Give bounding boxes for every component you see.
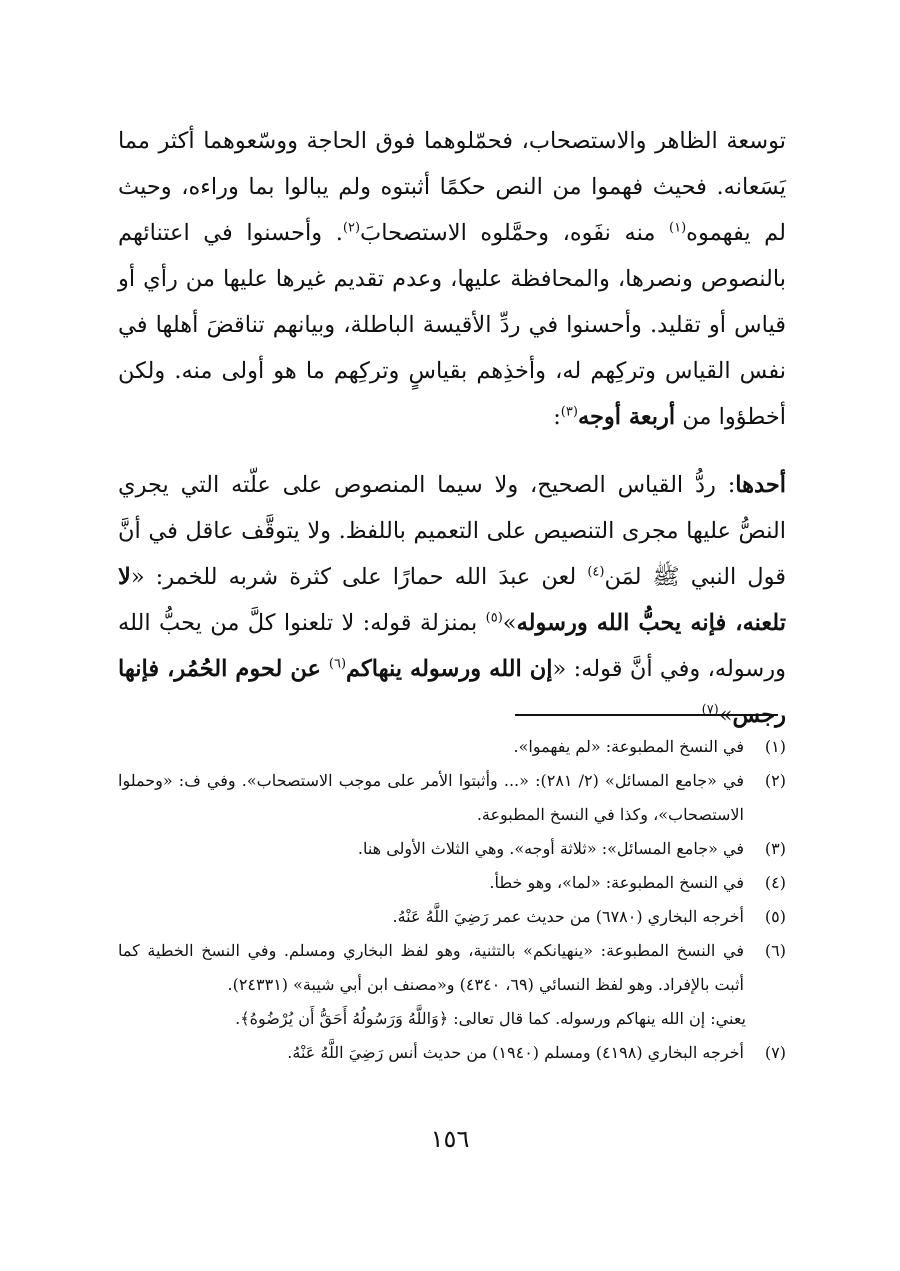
footnote-text-main: أخرجه البخاري (٤١٩٨) ومسلم (١٩٤٠) من حديث أنس رَضِيَ اللَّهُ عَنْهُ.	[287, 1043, 744, 1062]
footnote-text	[118, 730, 744, 764]
text-segment: »	[502, 610, 517, 636]
text-segment: توسعة الظاهر والاستصحاب، فحمّلوهما فوق الحاجة ووسّعوهما أكثر مما يَسَعانه. فحيث فهموا من النص حكمًا أثبتوه ولم يبالوا بما وراءه، وحيث لم يفهموه	[118, 128, 786, 246]
text-segment: :	[553, 404, 561, 430]
bold-text: أحدها	[735, 472, 786, 498]
text-segment: لعن عبدَ الله حمارًا على كثرة شربه للخمر: «	[130, 564, 588, 590]
paragraph	[118, 118, 786, 440]
bold-text: إن الله ورسوله ينهاكم	[346, 656, 553, 682]
text-segment: : ردُّ القياس الصحيح، ولا سيما المنصوص على علّته التي يجري النصُّ عليها مجرى التنصيص على التعميم باللفظ. ولا يتوقَّف عاقل في أنَّ قول النبي ﷺ لمَن	[118, 472, 787, 590]
footnote	[118, 866, 786, 900]
footnote-marker: (٤)	[587, 564, 605, 580]
footnote-text-main: في النسخ المطبوعة: «لم يفهموا».	[513, 737, 744, 756]
text-segment: منه نفَوه، وحمَّلوه الاستصحابَ	[360, 220, 670, 246]
footnote-number: (٢)	[764, 771, 786, 790]
footnote-text	[118, 1036, 744, 1070]
footnote-text-main: أخرجه البخاري (٦٧٨٠) من حديث عمر رَضِيَ اللَّهُ عَنْهُ.	[392, 907, 744, 926]
bold-text: عن لحوم الحُمُر، فإنها رجس	[118, 656, 786, 728]
footnote-number: (١)	[764, 737, 786, 756]
footnote-text	[118, 900, 744, 934]
paragraph	[118, 462, 786, 738]
page-number: ١٥٦	[430, 1125, 470, 1153]
text-segment: »	[718, 702, 733, 728]
footnote-number: (٣)	[764, 839, 786, 858]
footnote-marker: (٥)	[485, 610, 503, 626]
footnote	[118, 1036, 786, 1070]
footnote-number: (٧)	[764, 1043, 786, 1062]
footnote-text	[118, 832, 744, 866]
bold-text: لا تلعنه، فإنه يحبُّ الله ورسوله	[118, 564, 786, 636]
footnote-text-main: في النسخ المطبوعة: «لما»، وهو خطأ.	[489, 873, 744, 892]
footnote-number: (٦)	[764, 941, 786, 960]
footnote-marker: (٢)	[342, 220, 361, 236]
footnote-separator	[515, 714, 778, 716]
footnote-text-main: في «جامع المسائل»: «ثلاثة أوجه». وهي الثلاث الأولى هنا.	[357, 839, 744, 858]
footnotes	[118, 730, 786, 1070]
footnote-text-main: في «جامع المسائل» (٢/ ٢٨١): «... وأثبتوا الأمر على موجب الاستصحاب». وفي ف: «وحملوا الاستصحاب»، وكذا في النسخ المطبوعة.	[118, 771, 745, 824]
footnote-marker: (٧)	[701, 702, 719, 718]
footnote-marker: (٦)	[328, 656, 347, 672]
text-segment: . وأحسنوا في اعتنائهم بالنصوص ونصرها، والمحافظة عليها، وعدم تقديم غيرها عليها من رأي أو قياس أو تقليد. وأحسنوا في ردِّ الأقيسة الباطلة، وبيانهم تناقضَ أهلها في نفس القياس وتركِهم له، وأخذِهم بقياسٍ وتركِهم ما هو أولى منه. ولكن أخطؤوا من	[118, 220, 786, 430]
bold-text: أربعة أوجه	[577, 404, 676, 430]
footnote-marker: (٣)	[560, 404, 578, 420]
footnote	[118, 764, 786, 832]
footnote-number: (٤)	[764, 873, 786, 892]
footnote-text	[118, 866, 744, 900]
footnote-marker: (١)	[669, 220, 687, 236]
footnote-continuation: يعني: إن الله ينهاكم ورسوله. كما قال تعالى: ﴿وَاللَّهُ وَرَسُولُهُ أَحَقُّ أَن يُرْضُوهُ﴾.	[235, 1009, 746, 1028]
footnote-number: (٥)	[764, 907, 786, 926]
main-text	[118, 118, 786, 738]
footnote	[118, 934, 786, 1002]
footnote	[118, 900, 786, 934]
footnote-text	[118, 934, 744, 1002]
footnote	[118, 730, 786, 764]
footnote-text	[118, 764, 744, 832]
footnote	[118, 832, 786, 866]
footnote-text-main: في النسخ المطبوعة: «ينهيانكم» بالتثنية، وهو لفظ البخاري ومسلم. وفي النسخ الخطية كما أثبت بالإفراد. وهو لفظ النسائي (٦٩، ٤٣٤٠) و«مصنف ابن أبي شيبة» (٢٤٣٣١).	[118, 941, 744, 994]
text-segment: بمنزلة قوله: لا تلعنوا كلَّ من يحبُّ الله ورسوله، وفي أنَّ قوله: «	[118, 610, 787, 682]
